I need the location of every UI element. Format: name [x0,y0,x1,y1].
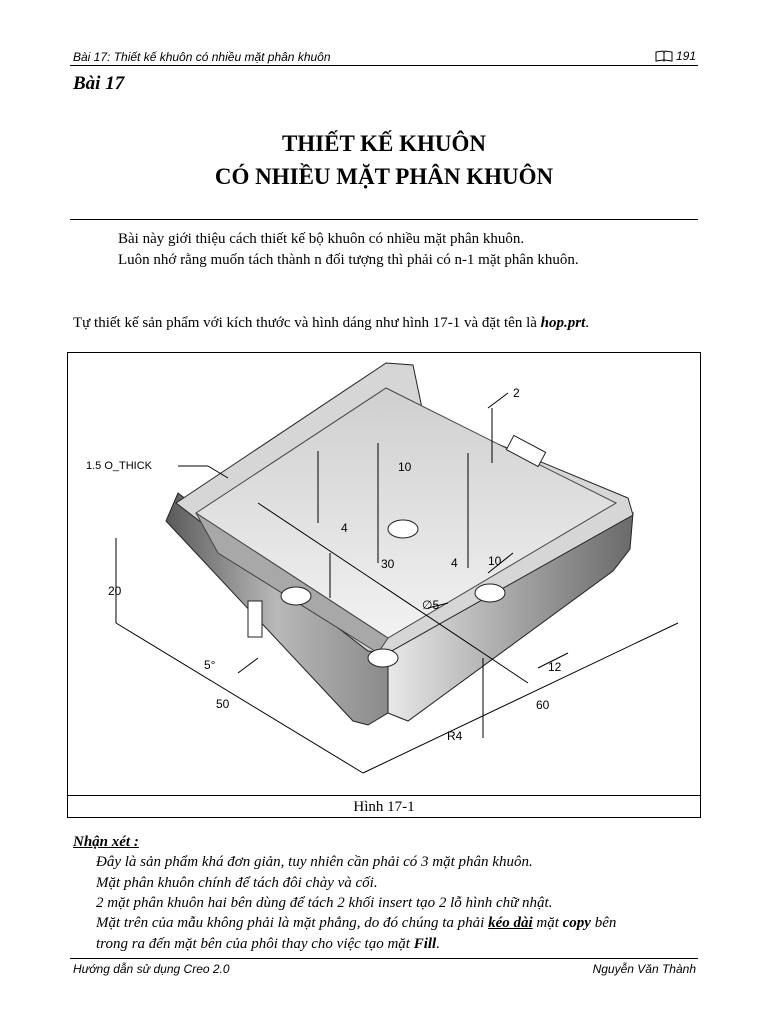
hole [281,587,311,605]
remark-line: Đây là sản phẩm khá đơn giản, tuy nhiên cần phải có 3 mặt phân khuôn. [96,854,533,870]
label-20: 20 [108,584,122,598]
label-4b: 4 [451,556,458,570]
label-2: 2 [513,386,520,400]
title-rule [70,219,698,220]
label-50: 50 [216,697,230,711]
remarks-title: Nhận xét : [73,834,139,850]
hole [368,649,398,667]
title-line-1: THIẾT KẾ KHUÔN [281,131,487,156]
header-rule [70,65,698,66]
slot [248,601,262,637]
title-line-2: CÓ NHIỀU MẶT PHÂN KHUÔN [214,164,554,189]
label-10a: 10 [398,460,412,474]
label-r4: R4 [447,729,463,743]
page-number: 191 [675,49,696,63]
remark-line: trong ra đến mặt bên của phôi thay cho việc tạo mặt Fill. [96,936,440,952]
footer-book: Hướng dẫn sử dụng Creo 2.0 [73,962,230,976]
instruction [73,315,589,332]
footer-rule [70,958,698,959]
instruction-end: . [585,315,590,331]
remark-line: Mặt phân khuôn chính để tách đôi chày và cối. [96,875,378,891]
intro-line: Luôn nhớ rằng muốn tách thành n đối tượng thì phải có n-1 mặt phân khuôn. [118,252,579,268]
caption-rule [67,795,701,796]
label-phi5: ∅5 [422,598,440,612]
label-30: 30 [381,557,395,571]
figure-caption: Hình 17-1 [353,799,415,815]
hole [388,520,418,538]
header-page [655,49,696,63]
footer-author: Nguyễn Văn Thành [592,962,696,976]
figure-frame [67,352,701,818]
remark-line: Mặt trên của mẫu không phải là mặt phẳng, do đó chúng ta phải kéo dài mặt copy bên [96,915,617,931]
box-drawing [68,353,700,795]
label-10b: 10 [488,554,502,568]
label-4a: 4 [341,521,348,535]
header-chapter: Bài 17: Thiết kế khuôn có nhiều mặt phân khuôn [73,50,331,64]
label-12: 12 [548,660,562,674]
hole [475,584,505,602]
label-5deg: 5° [204,658,216,672]
book-icon [655,50,673,62]
lesson-label: Bài 17 [73,73,125,94]
remark-line: 2 mặt phân khuôn hai bên dùng để tách 2 khối insert tạo 2 lỗ hình chữ nhật. [96,895,553,911]
label-60: 60 [536,698,550,712]
instruction-filename: hop.prt [540,315,586,331]
intro-line: Bài này giới thiệu cách thiết kế bộ khuôn có nhiều mặt phân khuôn. [118,231,525,247]
label-thick: 1.5 O_THICK [86,460,153,472]
instruction-text: Tự thiết kế sản phẩm với kích thước và hình dáng như hình 17-1 và đặt tên là [73,315,541,331]
